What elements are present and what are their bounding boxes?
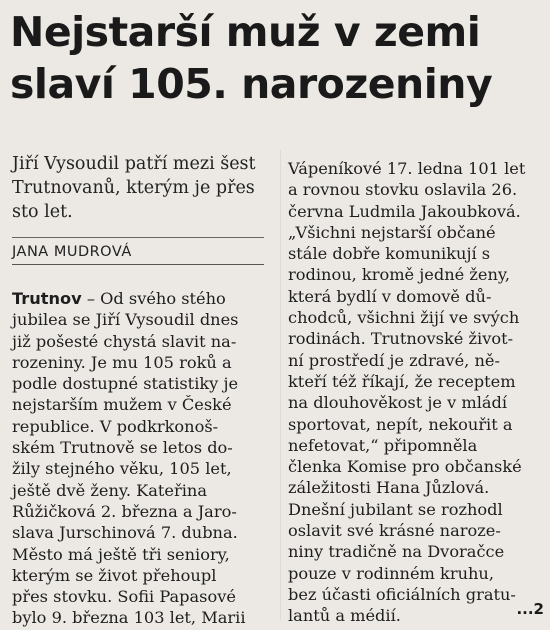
body-line: „Všichni nejstarší občané [288,222,496,242]
body-line: slava Jurschinová 7. dubna. [12,523,238,543]
body-line: ní prostředí je zdravé, ně- [288,350,500,370]
body-line: kteří též říkají, že receptem [288,371,516,391]
body-line: rodinách. Trutnovské život- [288,329,514,349]
body-line: jubilea se Jiří Vysoudil dnes [12,310,239,330]
body-first-line-text: – Od svého stého [81,289,226,308]
body-line: rodinou, kromě jedné ženy, [288,265,511,285]
body-line: rozeniny. Je mu 105 roků a [12,352,232,372]
body-line: června Ludmila Jakoubková. [288,201,521,221]
body-first-line [12,288,274,309]
body-line: sportovat, nepít, nekouřit a [288,414,513,434]
body-line: Dnešní jubilant se rozhodl [288,499,503,519]
dateline-location: Trutnov [12,289,82,308]
body-line: stále dobře komunikují s [288,244,491,264]
body-line: niny tradičně na Dvoračce [288,542,505,562]
body-column-right [288,158,546,627]
body-line: která bydlí v domově dů- [288,286,492,306]
body-line: bylo 9. března 103 let, Marii [12,608,246,628]
headline-line: slaví 105. narozeniny [10,60,493,108]
body-line: chodců, všichni žijí ve svých [288,308,520,328]
body-line: záležitosti Hana Jůzlová. [288,478,490,498]
body-line: a rovnou stovku oslavila 26. [288,180,518,200]
body-column-left [12,288,274,629]
body-line: žily stejného věku, 105 let, [12,459,232,479]
body-line: ještě dvě ženy. Kateřina [12,480,208,500]
body-line: Růžičková 2. března a Jaro- [12,501,237,521]
body-line: oslavit své krásné naroze- [288,521,501,541]
body-line: na dlouhověkost je v mládí [288,393,508,413]
body-line: nefetovat,“ připomněla [288,435,478,455]
body-line: pouze v rodinném kruhu, [288,563,494,583]
author-byline [12,244,264,265]
headline-line: Nejstarší muž v zemi [10,8,481,56]
body-line: lantů a médií. [288,606,401,626]
body-line: kterým se život přehoupl [12,565,217,585]
body-line: republice. V podkrkonoš- [12,416,219,436]
body-line: Vápeníkové 17. ledna 101 let [288,159,526,178]
body-line: bez účasti oficiálních gratu- [288,584,516,604]
body-line: Město má ještě tři seniory, [12,544,230,564]
body-line: již pošesté chystá slavit na- [12,331,237,351]
author-name: JANA MUDROVÁ [12,244,132,260]
body-line: podle dostupné statistiky je [12,374,239,394]
perex-line: Jiří Vysoudil patří mezi šest [12,154,256,174]
perex-line: Trutnovanů, kterým je přes [12,178,255,198]
byline-rule [12,237,264,238]
perex-line: sto let. [12,202,73,222]
perex [12,152,274,224]
body-line: přes stovku. Sofii Papasové [12,587,236,607]
body-line: nejstarším mužem v České [12,395,232,415]
column-gutter [280,150,281,620]
body-line: členka Komise pro občanské [288,457,522,477]
body-line: ském Trutnově se letos do- [12,438,233,458]
continuation-marker: ...2 [516,600,544,618]
headline [10,6,540,110]
